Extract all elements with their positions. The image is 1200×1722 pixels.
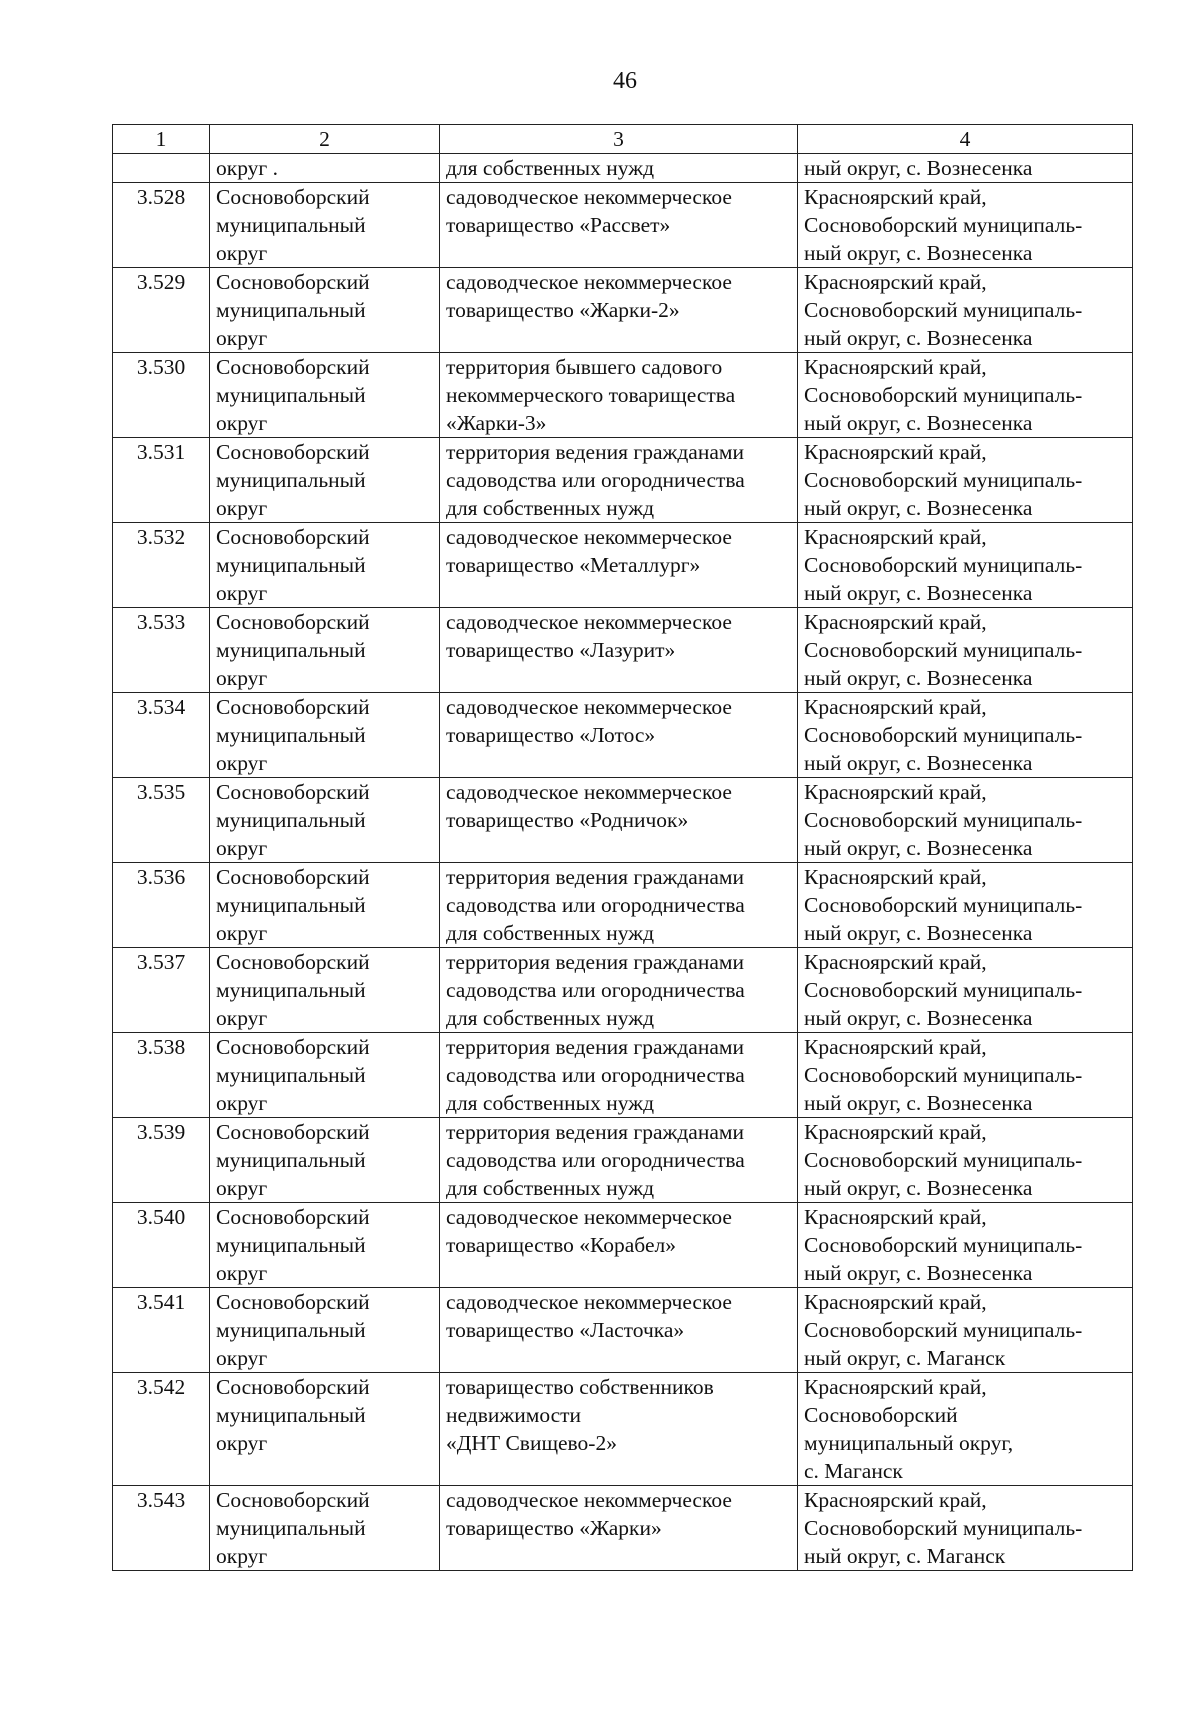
- district-cell: Сосновоборский муниципальный округ: [210, 693, 440, 778]
- header-cell-4: 4: [798, 125, 1133, 154]
- row-number-cell: 3.532: [113, 523, 210, 608]
- table-row: [113, 353, 1133, 438]
- location-cell: Красноярский край, Сосновоборский муниципаль- ный округ, с. Вознесенка: [798, 1118, 1133, 1203]
- row-number-cell: 3.530: [113, 353, 210, 438]
- district-cell: Сосновоборский муниципальный округ: [210, 778, 440, 863]
- header-cell-1: 1: [113, 125, 210, 154]
- table-row: [113, 863, 1133, 948]
- row-number-cell: 3.533: [113, 608, 210, 693]
- table-row: [113, 523, 1133, 608]
- district-cell: Сосновоборский муниципальный округ: [210, 353, 440, 438]
- table-row: [113, 948, 1133, 1033]
- district-cell: Сосновоборский муниципальный округ: [210, 1486, 440, 1571]
- registry-table: [112, 124, 1133, 1571]
- table-row: [113, 154, 1133, 183]
- location-cell: Красноярский край, Сосновоборский муниципаль- ный округ, с. Вознесенка: [798, 438, 1133, 523]
- table-row: [113, 438, 1133, 523]
- table-row: [113, 1033, 1133, 1118]
- row-number-cell: 3.535: [113, 778, 210, 863]
- table-row: [113, 693, 1133, 778]
- page-number: 46: [613, 68, 637, 94]
- object-name-cell: для собственных нужд: [440, 154, 798, 183]
- object-name-cell: садоводческое некоммерческое товарищество «Металлург»: [440, 523, 798, 608]
- row-number-cell: 3.537: [113, 948, 210, 1033]
- table-row: [113, 1118, 1133, 1203]
- district-cell: Сосновоборский муниципальный округ: [210, 948, 440, 1033]
- object-name-cell: садоводческое некоммерческое товарищество «Жарки»: [440, 1486, 798, 1571]
- table-row: [113, 183, 1133, 268]
- district-cell: Сосновоборский муниципальный округ: [210, 1203, 440, 1288]
- district-cell: Сосновоборский муниципальный округ: [210, 523, 440, 608]
- object-name-cell: товарищество собственников недвижимости «ДНТ Свищево-2»: [440, 1373, 798, 1486]
- table-row: [113, 1486, 1133, 1571]
- object-name-cell: территория бывшего садового некоммерческого товарищества «Жарки-3»: [440, 353, 798, 438]
- object-name-cell: территория ведения гражданами садоводства или огородничества для собственных нужд: [440, 1033, 798, 1118]
- row-number-cell: [113, 154, 210, 183]
- header-cell-2: 2: [210, 125, 440, 154]
- row-number-cell: 3.541: [113, 1288, 210, 1373]
- location-cell: Красноярский край, Сосновоборский муниципаль- ный округ, с. Вознесенка: [798, 608, 1133, 693]
- district-cell: Сосновоборский муниципальный округ: [210, 1033, 440, 1118]
- row-number-cell: 3.543: [113, 1486, 210, 1571]
- table-row: [113, 1288, 1133, 1373]
- location-cell: Красноярский край, Сосновоборский муниципаль- ный округ, с. Вознесенка: [798, 353, 1133, 438]
- location-cell: Красноярский край, Сосновоборский муниципаль- ный округ, с. Вознесенка: [798, 778, 1133, 863]
- district-cell: Сосновоборский муниципальный округ: [210, 608, 440, 693]
- object-name-cell: садоводческое некоммерческое товарищество «Жарки-2»: [440, 268, 798, 353]
- row-number-cell: 3.529: [113, 268, 210, 353]
- object-name-cell: садоводческое некоммерческое товарищество «Родничок»: [440, 778, 798, 863]
- object-name-cell: садоводческое некоммерческое товарищество «Лазурит»: [440, 608, 798, 693]
- location-cell: Красноярский край, Сосновоборский муниципаль- ный округ, с. Вознесенка: [798, 1033, 1133, 1118]
- row-number-cell: 3.534: [113, 693, 210, 778]
- district-cell: округ .: [210, 154, 440, 183]
- table-row: [113, 268, 1133, 353]
- district-cell: Сосновоборский муниципальный округ: [210, 183, 440, 268]
- location-cell: Красноярский край, Сосновоборский муниципальный округ, с. Маганск: [798, 1373, 1133, 1486]
- object-name-cell: территория ведения гражданами садоводства или огородничества для собственных нужд: [440, 948, 798, 1033]
- table-body: [113, 154, 1133, 1571]
- table-row: [113, 1203, 1133, 1288]
- header-row: [113, 125, 1133, 154]
- location-cell: Красноярский край, Сосновоборский муниципаль- ный округ, с. Вознесенка: [798, 1203, 1133, 1288]
- row-number-cell: 3.531: [113, 438, 210, 523]
- district-cell: Сосновоборский муниципальный округ: [210, 1373, 440, 1486]
- row-number-cell: 3.540: [113, 1203, 210, 1288]
- location-cell: Красноярский край, Сосновоборский муниципаль- ный округ, с. Вознесенка: [798, 863, 1133, 948]
- location-cell: Красноярский край, Сосновоборский муниципаль- ный округ, с. Вознесенка: [798, 948, 1133, 1033]
- table-row: [113, 1373, 1133, 1486]
- table-row: [113, 778, 1133, 863]
- row-number-cell: 3.528: [113, 183, 210, 268]
- row-number-cell: 3.538: [113, 1033, 210, 1118]
- row-number-cell: 3.536: [113, 863, 210, 948]
- location-cell: Красноярский край, Сосновоборский муниципаль- ный округ, с. Вознесенка: [798, 183, 1133, 268]
- location-cell: Красноярский край, Сосновоборский муниципаль- ный округ, с. Вознесенка: [798, 523, 1133, 608]
- district-cell: Сосновоборский муниципальный округ: [210, 1118, 440, 1203]
- district-cell: Сосновоборский муниципальный округ: [210, 438, 440, 523]
- row-number-cell: 3.539: [113, 1118, 210, 1203]
- object-name-cell: садоводческое некоммерческое товарищество «Рассвет»: [440, 183, 798, 268]
- location-cell: Красноярский край, Сосновоборский муниципаль- ный округ, с. Маганск: [798, 1486, 1133, 1571]
- object-name-cell: территория ведения гражданами садоводства или огородничества для собственных нужд: [440, 438, 798, 523]
- location-cell: Красноярский край, Сосновоборский муниципаль- ный округ, с. Вознесенка: [798, 693, 1133, 778]
- object-name-cell: садоводческое некоммерческое товарищество «Лотос»: [440, 693, 798, 778]
- object-name-cell: садоводческое некоммерческое товарищество «Корабел»: [440, 1203, 798, 1288]
- district-cell: Сосновоборский муниципальный округ: [210, 863, 440, 948]
- table-row: [113, 608, 1133, 693]
- location-cell: Красноярский край, Сосновоборский муниципаль- ный округ, с. Вознесенка: [798, 268, 1133, 353]
- object-name-cell: территория ведения гражданами садоводства или огородничества для собственных нужд: [440, 1118, 798, 1203]
- object-name-cell: территория ведения гражданами садоводства или огородничества для собственных нужд: [440, 863, 798, 948]
- header-cell-3: 3: [440, 125, 798, 154]
- row-number-cell: 3.542: [113, 1373, 210, 1486]
- location-cell: ный округ, с. Вознесенка: [798, 154, 1133, 183]
- district-cell: Сосновоборский муниципальный округ: [210, 268, 440, 353]
- district-cell: Сосновоборский муниципальный округ: [210, 1288, 440, 1373]
- object-name-cell: садоводческое некоммерческое товарищество «Ласточка»: [440, 1288, 798, 1373]
- location-cell: Красноярский край, Сосновоборский муниципаль- ный округ, с. Маганск: [798, 1288, 1133, 1373]
